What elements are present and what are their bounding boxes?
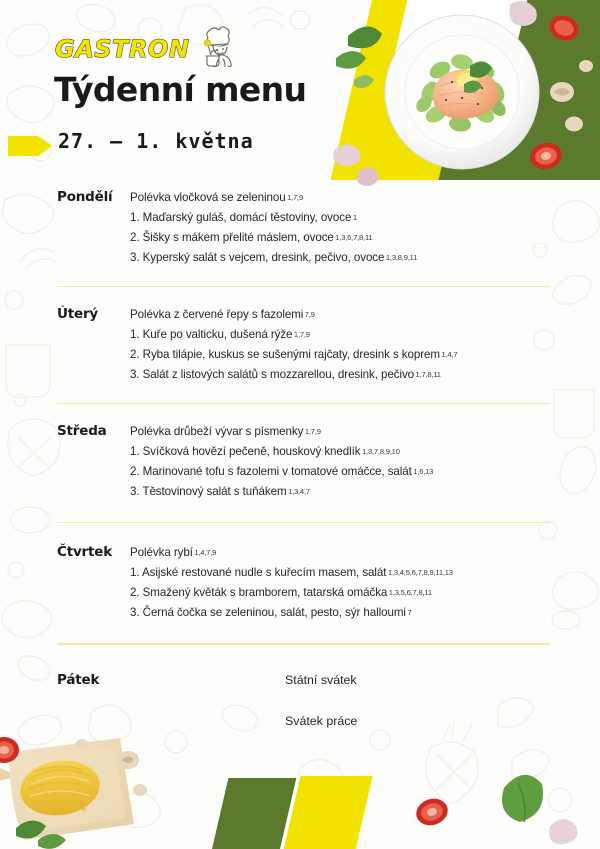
menu-item-text: Polévka vločková se zeleninou	[130, 191, 286, 204]
day-label-thursday: Čtvrtek	[57, 544, 113, 561]
menu-item	[130, 462, 550, 482]
date-range: 27. – 1. května	[58, 129, 254, 153]
day-items-wednesday	[130, 422, 550, 502]
menu-item	[130, 365, 550, 385]
menu-item-text: 2. Marinované tofu s fazolemi v tomatové omáčce, salát	[130, 465, 412, 479]
menu-soup	[130, 543, 550, 563]
allergen-codes: 1,3,4,5,6,7,8,9,11,13	[387, 568, 453, 578]
brand-logo-text: GASTRON	[55, 35, 190, 63]
menu-item-text: 2. Šišky s mákem přelité máslem, ovoce	[130, 230, 334, 244]
menu-soup	[130, 305, 550, 325]
holiday-note: Svátek práce	[285, 714, 358, 729]
allergen-codes: 1,3,6,7,8,11	[335, 232, 373, 242]
menu-soup	[130, 188, 550, 208]
menu-item	[130, 345, 550, 365]
allergen-codes: 1,4,7	[441, 350, 458, 360]
menu-item-text: 1. Kuře po valticku, dušená rýže	[130, 328, 293, 342]
menu-item-text: 3. Těstovinový salát s tuňákem	[130, 485, 287, 499]
menu-item	[130, 228, 550, 248]
allergen-codes: 1,3,7,8,9,10	[362, 447, 400, 457]
day-items-tuesday	[130, 305, 550, 385]
day-block-monday	[0, 188, 600, 268]
menu-item-text: 2. Smažený květák s bramborem, tatarská omáčka	[130, 586, 388, 600]
menu-item	[130, 603, 550, 623]
chef-mascot-icon	[199, 23, 243, 67]
day-label-friday: Pátek	[57, 671, 100, 688]
menu-item	[130, 208, 550, 228]
allergen-codes: 1,3,8,9,11	[385, 252, 418, 262]
menu-item	[130, 325, 550, 345]
allergen-codes: 1,4,7,9	[194, 548, 217, 558]
allergen-codes: 7	[407, 608, 412, 618]
allergen-codes: 1,7,9	[293, 330, 310, 340]
menu-item-text: Polévka rybí	[130, 546, 193, 560]
day-items-monday	[130, 188, 550, 268]
pasta-board-photo	[0, 718, 208, 849]
menu-soup	[130, 422, 550, 442]
menu-item	[130, 563, 550, 583]
menu-item-text: 1. Asijské restované nudle s kuřecím masem, salát	[130, 566, 387, 580]
page-title: Týdenní menu	[54, 70, 307, 109]
menu-item	[130, 482, 550, 502]
menu-item-text: 3. Kyperský salát s vejcem, dresink, pečivo, ovoce	[130, 250, 385, 264]
menu-item-text: 1. Maďarský guláš, domácí těstoviny, ovoce	[130, 210, 352, 224]
menu-item	[130, 442, 550, 462]
allergen-codes: 1,6,13	[413, 467, 434, 477]
arrow-right-pennant-icon	[8, 133, 54, 159]
top-garnish-decor	[330, 0, 600, 200]
weekly-menu	[0, 188, 600, 732]
menu-item-text: 2. Ryba tilápie, kuskus se sušenými rajčaty, dresink s koprem	[130, 348, 440, 362]
menu-item-text: Polévka z červené řepy s fazolemi	[130, 308, 304, 322]
allergen-codes: 1,7,9	[304, 427, 321, 437]
day-label-monday: Pondělí	[57, 189, 113, 205]
allergen-codes: 1,3,5,6,7,8,11	[388, 588, 432, 598]
menu-item	[130, 248, 550, 268]
menu-item-text: Polévka drůbeží vývar s písmenky	[130, 425, 304, 439]
day-block-tuesday	[0, 305, 600, 385]
menu-item-text: 3. Salát z listových salátů s mozzarellou, dresink, pečivo	[130, 367, 415, 381]
menu-item-text: 3. Černá čočka se zeleninou, salát, pesto, sýr halloumi	[130, 606, 406, 620]
day-items-thursday	[130, 543, 550, 623]
menu-item-text: 1. Svíčková hovězí pečeně, houskový knedlík	[130, 445, 361, 459]
day-block-friday	[0, 671, 600, 733]
day-label-tuesday: Úterý	[57, 306, 99, 323]
allergen-codes: 1,7,9	[287, 193, 303, 202]
day-items-friday	[130, 671, 550, 733]
menu-item	[130, 583, 550, 603]
brand-logo	[55, 31, 243, 67]
allergen-codes: 1	[352, 212, 357, 222]
holiday-note: Státní svátek	[285, 672, 357, 687]
allergen-codes: 1,7,8,11	[415, 369, 441, 379]
day-block-wednesday	[0, 422, 600, 502]
day-label-wednesday: Středa	[57, 423, 107, 440]
day-block-thursday	[0, 543, 600, 623]
allergen-codes: 1,3,4,7	[288, 487, 310, 497]
allergen-codes: 7,9	[304, 310, 315, 320]
